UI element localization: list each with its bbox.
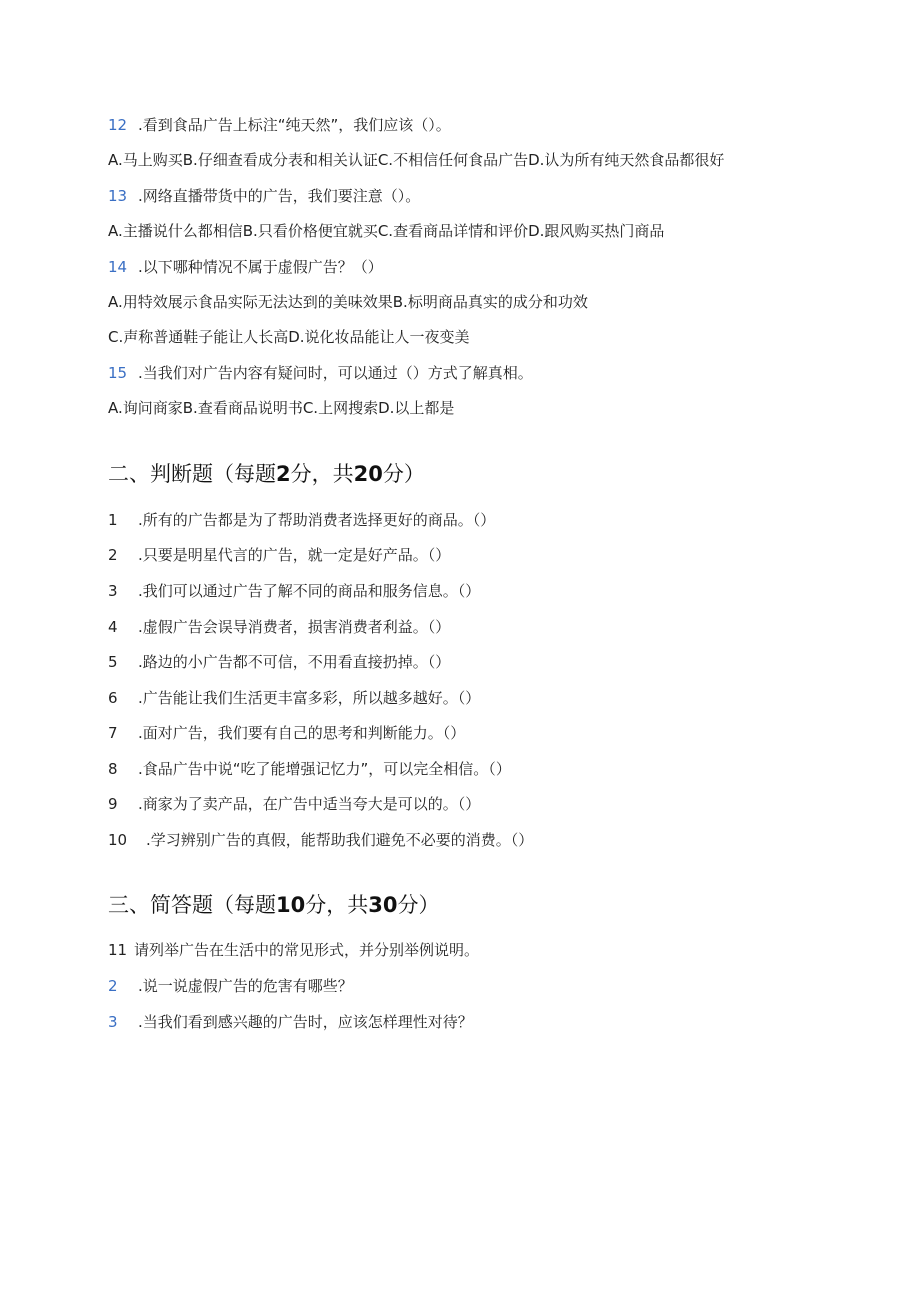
item-number: 3	[108, 1013, 118, 1031]
tf-item-10	[108, 830, 533, 850]
item-number: 7	[108, 724, 118, 742]
item-number: 10	[108, 831, 128, 849]
tf-item-5	[108, 652, 450, 672]
tf-item-3	[108, 581, 480, 601]
question-number: 13	[108, 187, 128, 205]
tf-item-1	[108, 510, 495, 530]
question-14-options-line-1: A.用特效展示食品实际无法达到的美味效果B.标明商品真实的成分和功效	[108, 293, 588, 311]
item-text: .所有的广告都是为了帮助消费者选择更好的商品。（）	[138, 511, 496, 529]
item-number: 5	[108, 653, 118, 671]
tf-item-4	[108, 617, 450, 637]
section-heading-true-false: 二、判断题（每题2分，共20分）	[108, 462, 425, 486]
question-number: 15	[108, 364, 128, 382]
question-12-options: A.马上购买B.仔细查看成分表和相关认证C.不相信任何食品广告D.认为所有纯天然食品都很好	[108, 151, 725, 169]
item-number: 9	[108, 795, 118, 813]
tf-item-6	[108, 688, 480, 708]
question-15-options: A.询问商家B.查看商品说明书C.上网搜索D.以上都是	[108, 399, 455, 417]
question-15	[108, 363, 533, 383]
sa-item-2	[108, 976, 353, 996]
item-number: 6	[108, 689, 118, 707]
tf-item-9	[108, 794, 480, 814]
item-text: .说一说虚假广告的危害有哪些？	[138, 977, 353, 995]
question-text: .看到食品广告上标注“纯天然”，我们应该（）。	[138, 116, 451, 134]
item-number: 11	[108, 941, 128, 959]
item-number: 2	[108, 977, 118, 995]
question-text: .以下哪种情况不属于虚假广告？（）	[138, 258, 383, 276]
item-text: .面对广告，我们要有自己的思考和判断能力。（）	[138, 724, 466, 742]
item-number: 2	[108, 546, 118, 564]
item-number: 4	[108, 618, 118, 636]
question-12	[108, 115, 451, 135]
item-text: .虚假广告会误导消费者，损害消费者利益。（）	[138, 618, 451, 636]
question-14	[108, 257, 383, 277]
item-text: .学习辨别广告的真假，能帮助我们避免不必要的消费。（）	[146, 831, 534, 849]
item-text: .广告能让我们生活更丰富多彩，所以越多越好。（）	[138, 689, 481, 707]
item-number: 1	[108, 511, 118, 529]
section-heading-short-answer: 三、简答题（每题10分，共30分）	[108, 893, 440, 917]
item-text: .当我们看到感兴趣的广告时，应该怎样理性对待？	[138, 1013, 473, 1031]
item-text: .我们可以通过广告了解不同的商品和服务信息。（）	[138, 582, 481, 600]
question-text: .网络直播带货中的广告，我们要注意（）。	[138, 187, 421, 205]
item-text: .商家为了卖产品，在广告中适当夸大是可以的。（）	[138, 795, 481, 813]
item-text: .食品广告中说“吃了能增强记忆力”，可以完全相信。（）	[138, 760, 511, 778]
question-number: 12	[108, 116, 128, 134]
item-text: .路边的小广告都不可信，不用看直接扔掉。（）	[138, 653, 451, 671]
question-13-options: A.主播说什么都相信B.只看价格便宜就买C.查看商品详情和评价D.跟风购买热门商品	[108, 222, 665, 240]
item-number: 3	[108, 582, 118, 600]
question-14-options-line-2: C.声称普通鞋子能让人长高D.说化妆品能让人一夜变美	[108, 328, 470, 346]
tf-item-7	[108, 723, 465, 743]
item-number: 8	[108, 760, 118, 778]
tf-item-2	[108, 545, 450, 565]
tf-item-8	[108, 759, 511, 779]
sa-item-1	[108, 940, 479, 960]
question-text: .当我们对广告内容有疑问时，可以通过（）方式了解真相。	[138, 364, 533, 382]
question-13	[108, 186, 420, 206]
question-number: 14	[108, 258, 128, 276]
item-text: .只要是明星代言的广告，就一定是好产品。（）	[138, 546, 451, 564]
sa-item-3	[108, 1012, 473, 1032]
item-text: 请列举广告在生活中的常见形式，并分别举例说明。	[134, 941, 480, 959]
